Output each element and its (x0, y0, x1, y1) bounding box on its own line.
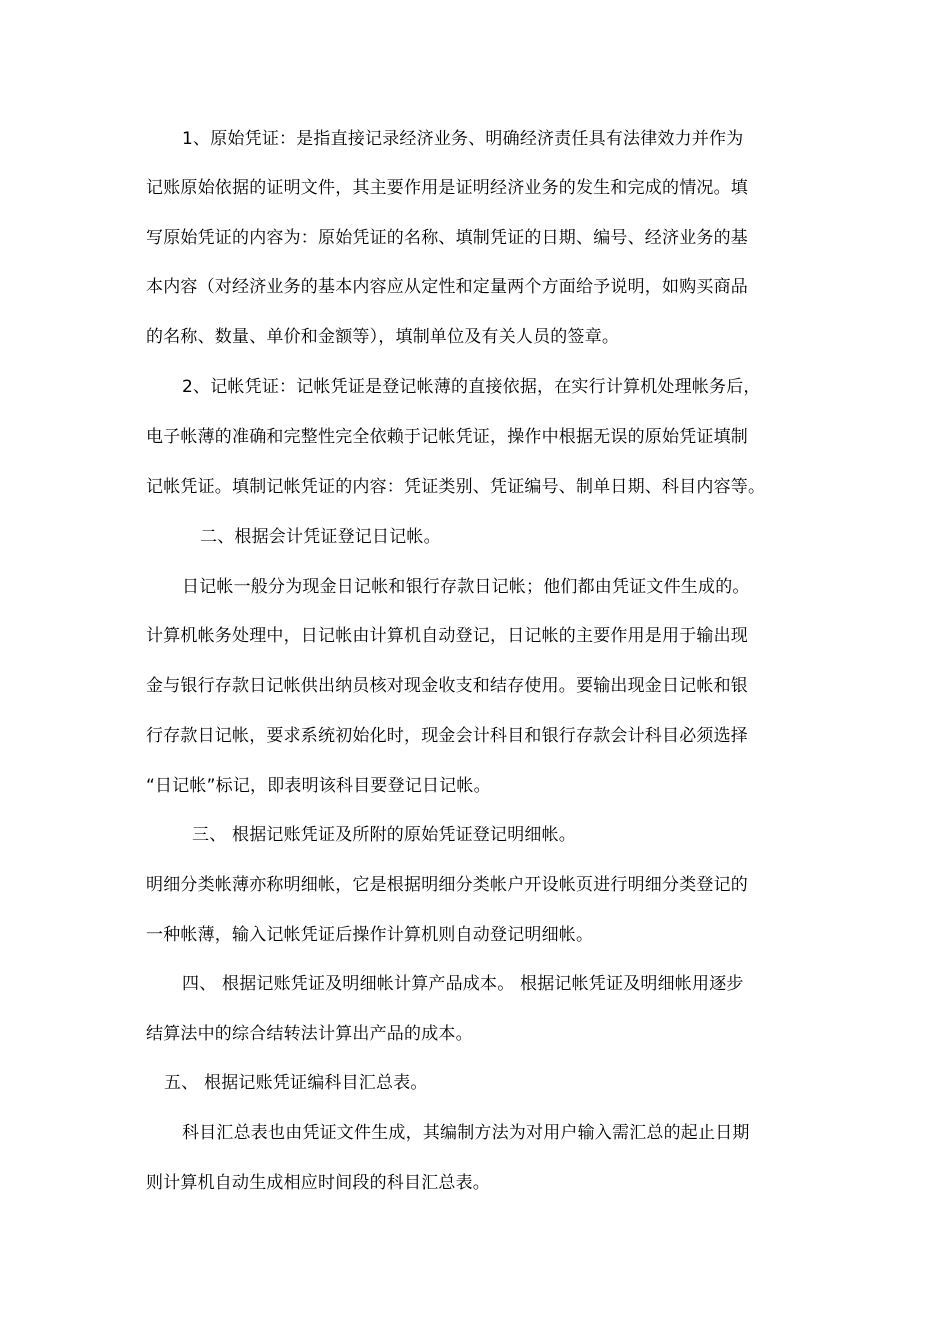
paragraph-line-16: 明细分类帐薄亦称明细帐，它是根据明细分类帐户开设帐页进行明细分类登记的 (146, 875, 748, 895)
paragraph-line-19: 结算法中的综合结转法计算出产品的成本。 (146, 1024, 473, 1044)
section-heading-2: 二、根据会计凭证登记日记帐。 (200, 527, 441, 547)
paragraph-line-7: 电子帐薄的准确和完整性完全依赖于记帐凭证，操作中根据无误的原始凭证填制 (146, 427, 748, 447)
paragraph-line-13: 行存款日记帐，要求系统初始化时，现金会计科目和银行存款会计科目必须选择 (146, 726, 748, 746)
paragraph-line-1: 1、原始凭证：是指直接记录经济业务、明确经济责任具有法律效力并作为 (182, 129, 744, 149)
section-heading-3: 三、 根据记账凭证及所附的原始凭证登记明细帐。 (192, 825, 577, 845)
section-heading-5: 五、 根据记账凭证编科目汇总表。 (164, 1073, 428, 1093)
paragraph-line-2: 记账原始依据的证明文件，其主要作用是证明经济业务的发生和完成的情况。填 (146, 178, 748, 198)
paragraph-line-22: 则计算机自动生成相应时间段的科目汇总表。 (146, 1173, 490, 1193)
paragraph-line-6: 2、记帐凭证：记帐凭证是登记帐薄的直接依据，在实行计算机处理帐务后， (182, 377, 761, 397)
paragraph-line-5: 的名称、数量、单价和金额等），填制单位及有关人员的签章。 (146, 327, 620, 347)
paragraph-line-11: 计算机帐务处理中，日记帐由计算机自动登记，日记帐的主要作用是用于输出现 (146, 626, 748, 646)
paragraph-line-3: 写原始凭证的内容为：原始凭证的名称、填制凭证的日期、编号、经济业务的基 (146, 228, 748, 248)
section-heading-4: 四、 根据记账凭证及明细帐计算产品成本。 根据记帐凭证及明细帐用逐步 (182, 974, 744, 994)
paragraph-line-8: 记帐凭证。填制记帐凭证的内容：凭证类别、凭证编号、制单日期、科目内容等。 (146, 477, 766, 497)
paragraph-line-21: 科目汇总表也由凭证文件生成，其编制方法为对用户输入需汇总的起止日期 (182, 1123, 750, 1143)
paragraph-line-14: “日记帐”标记，即表明该科目要登记日记帐。 (146, 776, 491, 796)
paragraph-line-4: 本内容（对经济业务的基本内容应从定性和定量两个方面给予说明，如购买商品 (146, 277, 748, 297)
paragraph-line-10: 日记帐一般分为现金日记帐和银行存款日记帐；他们都由凭证文件生成的。 (182, 577, 750, 597)
paragraph-line-12: 金与银行存款日记帐供出纳员核对现金收支和结存使用。要输出现金日记帐和银 (146, 676, 748, 696)
paragraph-line-17: 一种帐薄，输入记帐凭证后操作计算机则自动登记明细帐。 (146, 925, 594, 945)
